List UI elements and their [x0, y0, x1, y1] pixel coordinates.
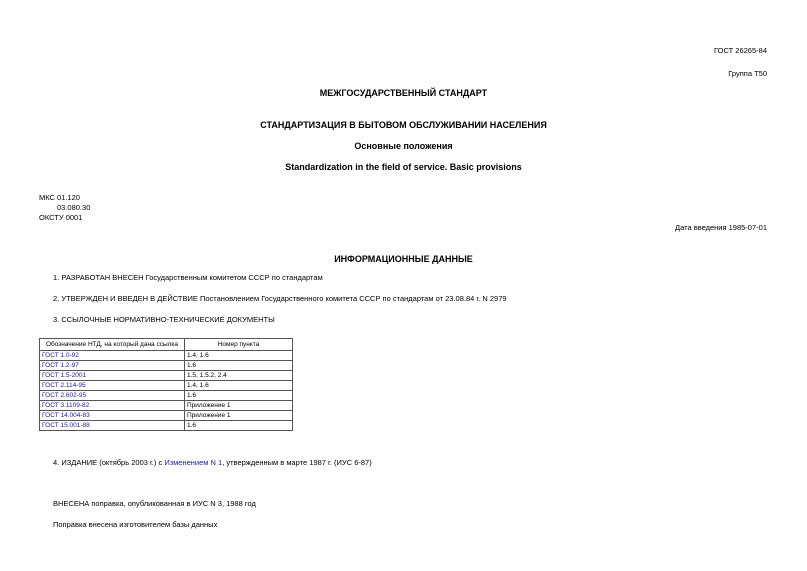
table-row — [40, 411, 293, 421]
reference-table — [39, 338, 293, 431]
table-header-row — [40, 339, 293, 351]
doc-link[interactable]: ГОСТ 1.5-2001 — [42, 372, 87, 379]
point-cell: 1.5, 1.5.2, 2.4 — [185, 371, 293, 381]
database-note: Поправка внесена изготовителем базы данных — [53, 520, 218, 529]
point-cell: 1.4, 1.6 — [185, 381, 293, 391]
column-header-point: Номер пункта — [185, 339, 293, 351]
interstate-title: МЕЖГОСУДАРСТВЕННЫЙ СТАНДАРТ — [319, 88, 488, 98]
table-row — [40, 361, 293, 371]
subtitle: Основные положения — [354, 141, 453, 151]
english-title: Standardization in the field of service. Basic provisions — [285, 162, 522, 172]
doc-link[interactable]: ГОСТ 1.0-92 — [42, 352, 79, 359]
table-row — [40, 351, 293, 361]
amendment-note: ВНЕСЕНА поправка, опубликованная в ИУС N 3, 1988 год — [53, 499, 256, 508]
table-row — [40, 381, 293, 391]
column-header-doc: Обозначение НТД, на который дана ссылка — [40, 339, 185, 351]
item-3: 3. ССЫЛОЧНЫЕ НОРМАТИВНО-ТЕХНИЧЕСКИЕ ДОКУМЕНТЫ — [53, 315, 275, 324]
main-title: СТАНДАРТИЗАЦИЯ В БЫТОВОМ ОБСЛУЖИВАНИИ НАСЕЛЕНИЯ — [260, 120, 547, 130]
doc-link[interactable]: ГОСТ 3.1109-82 — [42, 402, 90, 409]
point-cell: 1.6 — [185, 391, 293, 401]
point-cell: 1.6 — [185, 421, 293, 431]
item-4-suffix: , утвержденным в марте 1987 г. (ИУС 6-87) — [222, 458, 372, 467]
mks-code-2: 03.080.30 — [57, 203, 91, 212]
item-2: 2. УТВЕРЖДЕН И ВВЕДЕН В ДЕЙСТВИЕ Постановлением Государственного комитета СССР по стандартам от 23.08.84 г. N 2979 — [53, 294, 507, 303]
okstu-code: ОКСТУ 0001 — [39, 213, 83, 222]
item-1: 1. РАЗРАБОТАН ВНЕСЕН Государственным комитетом СССР по стандартам — [53, 273, 323, 282]
info-title: ИНФОРМАЦИОННЫЕ ДАННЫЕ — [334, 254, 473, 264]
point-cell: Приложение 1 — [185, 411, 293, 421]
doc-link[interactable]: ГОСТ 2.114-95 — [42, 382, 86, 389]
table-row — [40, 391, 293, 401]
amendment-link[interactable]: Изменением N 1 — [164, 458, 223, 467]
doc-link[interactable]: ГОСТ 15.001-88 — [42, 422, 90, 429]
doc-link[interactable]: ГОСТ 14.004-83 — [42, 412, 90, 419]
item-4 — [53, 458, 372, 467]
table-row — [40, 421, 293, 431]
doc-code: ГОСТ 26265-84 — [713, 46, 767, 55]
point-cell: 1.4, 1.6 — [185, 351, 293, 361]
mks-code-1: МКС 01.120 — [39, 193, 80, 202]
point-cell: 1.6 — [185, 361, 293, 371]
doc-link[interactable]: ГОСТ 2.602-95 — [42, 392, 87, 399]
intro-date: Дата введения 1985-07-01 — [675, 223, 767, 232]
item-4-prefix: 4. ИЗДАНИЕ (октябрь 2003 г.) с — [53, 458, 165, 467]
table-row — [40, 401, 293, 411]
point-cell: Приложение 1 — [185, 401, 293, 411]
doc-link[interactable]: ГОСТ 1.2-97 — [42, 362, 79, 369]
group-code: Группа Т50 — [728, 69, 767, 78]
table-row — [40, 371, 293, 381]
